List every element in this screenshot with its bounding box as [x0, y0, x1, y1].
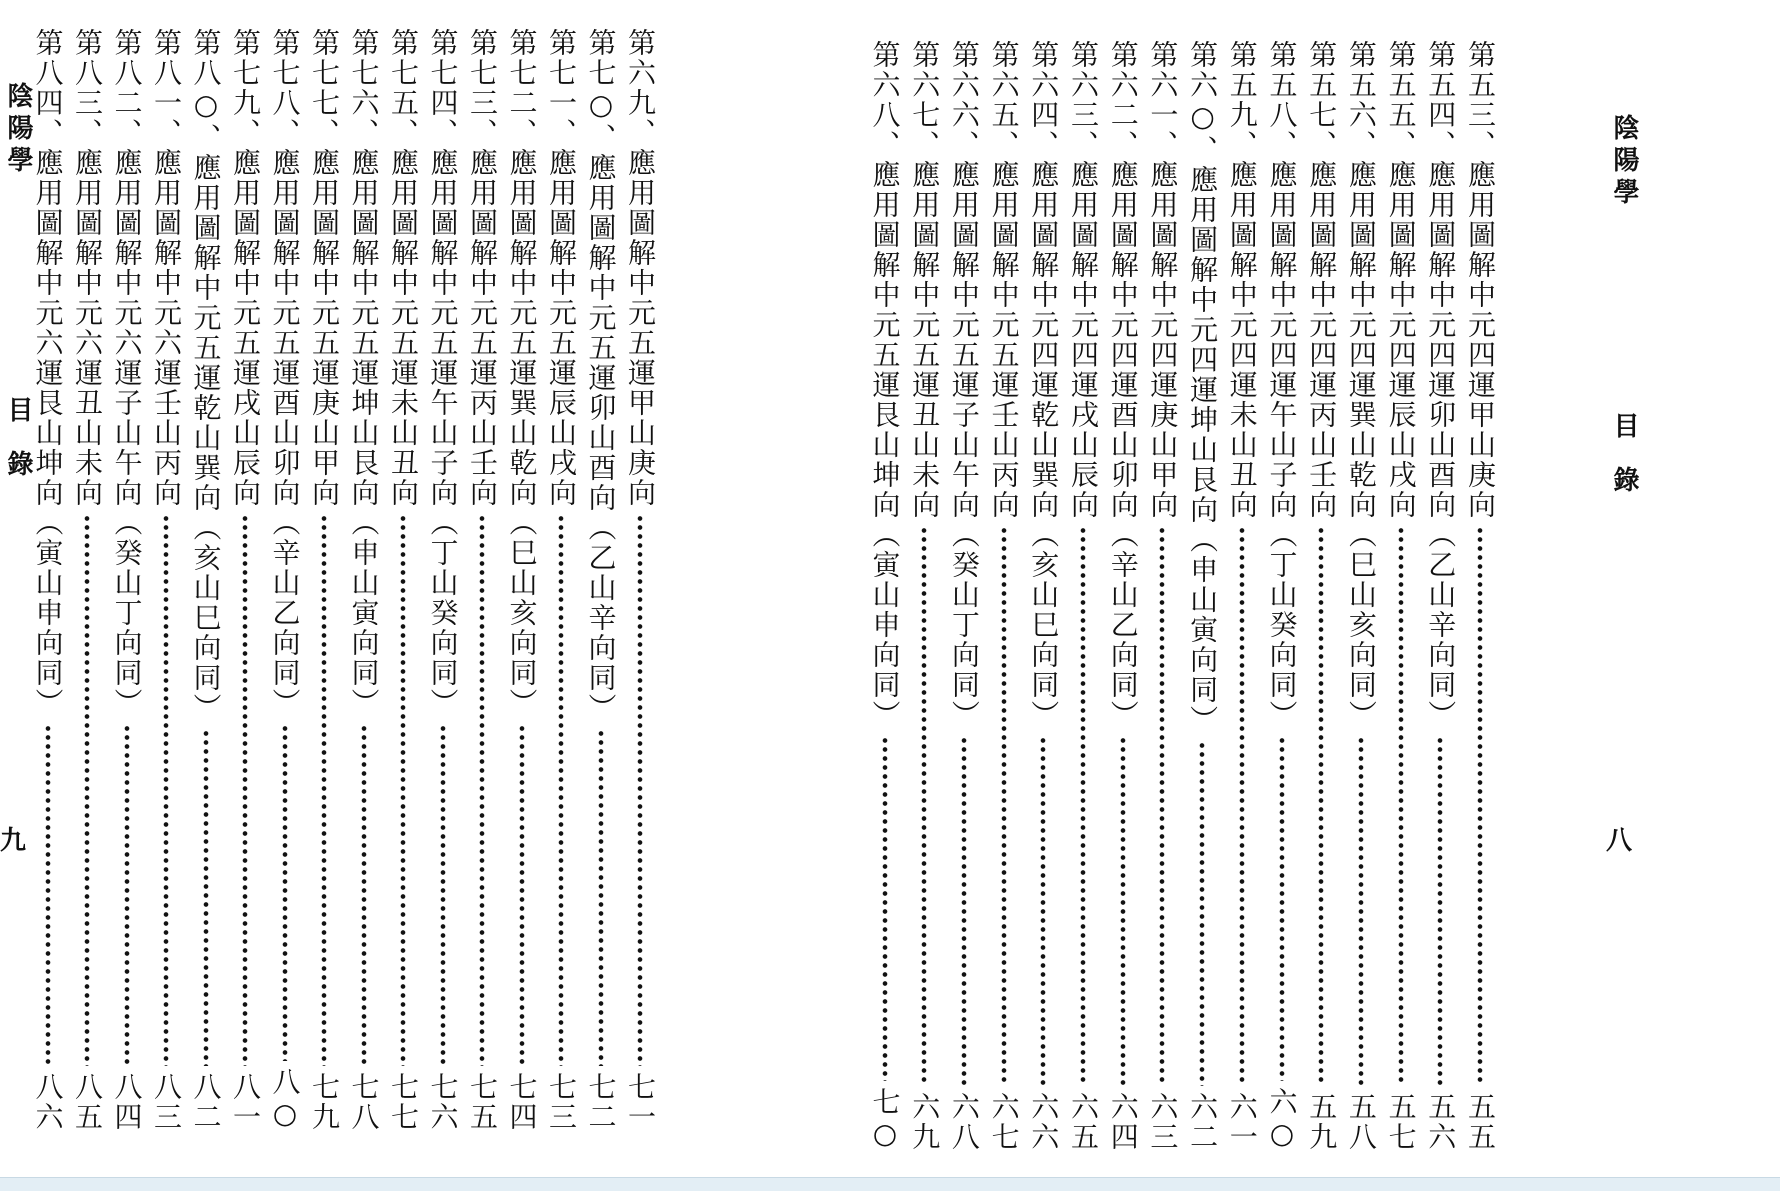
entry-note: （癸山丁向同） [947, 520, 981, 730]
entry-note: （寅山申向同） [31, 508, 65, 718]
entry-note: （乙山辛向同） [584, 513, 618, 723]
toc-entry [344, 28, 384, 1132]
toc-entry [1460, 40, 1500, 1152]
dot-leader [984, 526, 1024, 1086]
entry-page-number: 八五 [71, 1072, 104, 1132]
entry-title: 第六○、應用圖解中元四運坤山艮向 [1186, 40, 1220, 525]
entry-title: 第五九、應用圖解中元四運未山丑向 [1225, 40, 1259, 520]
toc-entry [304, 28, 344, 1132]
entry-page-number: 八○ [268, 1067, 302, 1132]
dot-leader [581, 729, 621, 1066]
entry-page-number: 六九 [908, 1092, 942, 1152]
dot-leader [1222, 526, 1262, 1086]
toc-entry [1301, 40, 1341, 1152]
entry-page-number: 五六 [1424, 1092, 1458, 1152]
dot-leader [1182, 741, 1222, 1086]
entry-title: 第七七、應用圖解中元五運庚山甲向 [308, 28, 341, 508]
section-label: 目錄 [1609, 412, 1639, 520]
toc-entry [1381, 40, 1421, 1152]
left-page [0, 0, 760, 1178]
entry-title: 第六七、應用圖解中元五運丑山未向 [908, 40, 942, 520]
entry-title: 第五六、應用圖解中元四運巽山乾向 [1344, 40, 1378, 520]
entry-page-number: 七三 [545, 1072, 578, 1132]
toc-entry [1262, 40, 1302, 1152]
entry-page-number: 七○ [868, 1087, 902, 1152]
toc-entry [502, 28, 542, 1132]
entry-title: 第五三、應用圖解中元四運甲山庚向 [1464, 40, 1497, 520]
entry-page-number: 八二 [189, 1072, 223, 1132]
dot-leader [620, 514, 660, 1066]
dot-leader [423, 724, 463, 1066]
entry-page-number: 七六 [426, 1072, 460, 1132]
entry-title: 第六六、應用圖解中元五運子山午向 [947, 40, 981, 520]
entry-title: 第六三、應用圖解中元四運戌山辰向 [1067, 40, 1100, 520]
entry-title: 第六八、應用圖解中元五運艮山坤向 [868, 40, 902, 520]
dot-leader [1420, 736, 1460, 1086]
entry-title: 第六二、應用圖解中元四運酉山卯向 [1106, 40, 1140, 520]
entry-note: （申山寅向同） [347, 508, 381, 718]
toc-entry [1222, 40, 1262, 1152]
toc-entry [1182, 40, 1222, 1152]
entry-title: 第七四、應用圖解中元五運午山子向 [426, 28, 460, 508]
entry-page-number: 六六 [1027, 1092, 1061, 1152]
running-head: 陰陽學 [3, 82, 33, 178]
entry-page-number: 八一 [229, 1072, 262, 1132]
entry-title: 第七五、應用圖解中元五運未山丑向 [387, 28, 420, 508]
entry-page-number: 七二 [584, 1072, 618, 1132]
toc-entry [107, 28, 147, 1132]
dot-leader [944, 736, 984, 1086]
toc-entry [1103, 40, 1143, 1152]
entry-title: 第五四、應用圖解中元四運卯山酉向 [1424, 40, 1458, 520]
dot-leader [1103, 736, 1143, 1086]
toc-entry [383, 28, 423, 1132]
entry-title: 第六四、應用圖解中元四運乾山巽向 [1027, 40, 1061, 520]
toc-entry [423, 28, 463, 1132]
toc-entry [904, 40, 944, 1152]
right-page [868, 0, 1780, 1178]
entry-note: （乙山辛向同） [1424, 520, 1458, 730]
toc-entry [186, 28, 226, 1132]
dot-leader [344, 724, 384, 1066]
dot-leader [186, 729, 226, 1066]
entry-page-number: 七一 [624, 1072, 657, 1132]
toc-entry [225, 28, 265, 1132]
entry-page-number: 五五 [1464, 1092, 1497, 1152]
dot-leader [383, 514, 423, 1066]
entry-title: 第五八、應用圖解中元四運午山子向 [1265, 40, 1299, 520]
toc-entry [865, 40, 905, 1152]
entry-title: 第七○、應用圖解中元五運卯山酉向 [584, 28, 618, 513]
entry-title: 第八三、應用圖解中元六運丑山未向 [71, 28, 104, 508]
toc-entry [28, 28, 68, 1132]
dot-leader [265, 724, 305, 1061]
dot-leader [1460, 526, 1500, 1086]
entry-note: （巳山亥向同） [505, 508, 539, 718]
entry-note: （辛山乙向同） [1106, 520, 1140, 730]
entry-page-number: 五七 [1384, 1092, 1418, 1152]
entry-page-number: 六一 [1225, 1092, 1259, 1152]
toc-entry [146, 28, 186, 1132]
entry-page-number: 八三 [150, 1072, 183, 1132]
entry-page-number: 六○ [1265, 1087, 1299, 1152]
entry-note: （亥山巳向同） [189, 513, 223, 723]
entry-page-number: 五九 [1305, 1092, 1339, 1152]
entry-title: 第八一、應用圖解中元六運壬山丙向 [150, 28, 183, 508]
entry-note: （辛山乙向同） [268, 508, 302, 718]
entry-page-number: 六七 [987, 1092, 1021, 1152]
entry-title: 第八○、應用圖解中元五運乾山巽向 [189, 28, 223, 513]
entry-title: 第七三、應用圖解中元五運丙山壬向 [466, 28, 499, 508]
dot-leader [304, 514, 344, 1066]
entry-page-number: 七五 [466, 1072, 499, 1132]
entry-title: 第七八、應用圖解中元五運酉山卯向 [268, 28, 302, 508]
entry-title: 第六五、應用圖解中元五運壬山丙向 [987, 40, 1021, 520]
dot-leader [146, 514, 186, 1066]
entry-note: （寅山申向同） [868, 520, 902, 730]
entry-page-number: 七四 [505, 1072, 539, 1132]
entry-title: 第八二、應用圖解中元六運子山午向 [110, 28, 144, 508]
entry-page-number: 六八 [947, 1092, 981, 1152]
entry-title: 第六九、應用圖解中元五運甲山庚向 [624, 28, 657, 508]
entry-note: （申山寅向同） [1186, 525, 1220, 735]
dot-leader [462, 514, 502, 1066]
dot-leader [67, 514, 107, 1066]
toc-entry [944, 40, 984, 1152]
section-label: 目錄 [3, 396, 33, 504]
dot-leader [541, 514, 581, 1066]
dot-leader [1023, 736, 1063, 1086]
dot-leader [1381, 526, 1421, 1086]
entry-note: （丁山癸向同） [1265, 520, 1299, 730]
entry-note: （癸山丁向同） [110, 508, 144, 718]
dot-leader [1063, 526, 1103, 1086]
entry-page-number: 六五 [1067, 1092, 1100, 1152]
bottom-strip [0, 1177, 1780, 1191]
toc-entry [1341, 40, 1381, 1152]
toc-entry [541, 28, 581, 1132]
entry-title: 第七九、應用圖解中元五運戌山辰向 [229, 28, 262, 508]
entry-title: 第七六、應用圖解中元五運坤山艮向 [347, 28, 381, 508]
entry-page-number: 五八 [1344, 1092, 1378, 1152]
toc-entry [1063, 40, 1103, 1152]
entry-title: 第七二、應用圖解中元五運巽山乾向 [505, 28, 539, 508]
dot-leader [28, 724, 68, 1066]
entry-title: 第五五、應用圖解中元四運辰山戌向 [1384, 40, 1418, 520]
page-folio: 八 [1606, 826, 1633, 856]
entry-title: 第六一、應用圖解中元四運庚山甲向 [1146, 40, 1180, 520]
entry-title: 第八四、應用圖解中元六運艮山坤向 [31, 28, 65, 508]
page-folio: 九 [0, 826, 27, 856]
entry-page-number: 七七 [387, 1072, 420, 1132]
toc-entry [1420, 40, 1460, 1152]
entry-title: 第五七、應用圖解中元四運丙山壬向 [1305, 40, 1339, 520]
dot-leader [107, 724, 147, 1066]
entry-page-number: 七九 [308, 1072, 341, 1132]
running-head: 陰陽學 [1609, 114, 1639, 210]
toc-entry [1023, 40, 1063, 1152]
entry-page-number: 六三 [1146, 1092, 1180, 1152]
toc-entry [462, 28, 502, 1132]
dot-leader [904, 526, 944, 1086]
entry-page-number: 八四 [110, 1072, 144, 1132]
dot-leader [865, 736, 905, 1081]
toc-entry [620, 28, 660, 1132]
dot-leader [1142, 526, 1182, 1086]
entry-note: （巳山亥向同） [1344, 520, 1378, 730]
dot-leader [225, 514, 265, 1066]
dot-leader [1262, 736, 1302, 1081]
entry-title: 第七一、應用圖解中元五運辰山戌向 [545, 28, 578, 508]
toc-entry [1142, 40, 1182, 1152]
entry-note: （丁山癸向同） [426, 508, 460, 718]
entry-page-number: 六二 [1186, 1092, 1220, 1152]
entry-page-number: 八六 [31, 1072, 65, 1132]
toc-entry [265, 28, 305, 1132]
toc-entry [67, 28, 107, 1132]
dot-leader [1301, 526, 1341, 1086]
entry-page-number: 七八 [347, 1072, 381, 1132]
toc-entry [581, 28, 621, 1132]
entry-note: （亥山巳向同） [1027, 520, 1061, 730]
dot-leader [502, 724, 542, 1066]
entry-page-number: 六四 [1106, 1092, 1140, 1152]
dot-leader [1341, 736, 1381, 1086]
toc-entry [984, 40, 1024, 1152]
